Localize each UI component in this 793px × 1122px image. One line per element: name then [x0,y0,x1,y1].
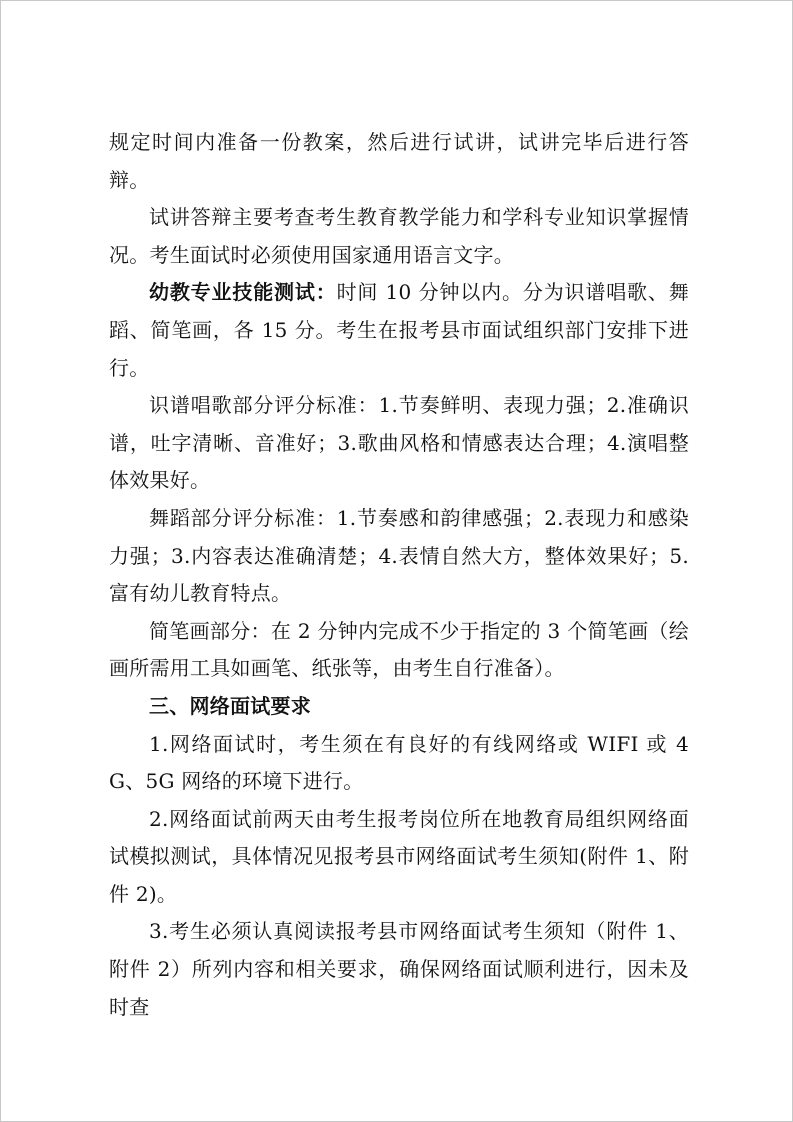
paragraph-4 [109,387,689,500]
paragraph-9 [109,801,689,914]
paragraph-text: 1.网络面试时，考生须在有良好的有线网络或 WIFI 或 4G、5G 网络的环境下进行。 [109,731,689,794]
paragraph-text: 2.网络面试前两天由考生报考岗位所在地教育局组织网络面试模拟测试，具体情况见报考县市网络面试考生须知(附件 1、附件 2)。 [109,806,689,906]
paragraph-10 [109,913,689,1026]
paragraph-text: 时间 10 分钟以内。分为识谱唱歌、舞蹈、简笔画，各 15 分。考生在报考县市面试组织部门安排下进行。 [109,280,689,380]
section-heading [109,688,689,726]
paragraph-text: 识谱唱歌部分评分标准：1.节奏鲜明、表现力强；2.准确识谱，吐字清晰、音准好；3.歌曲风格和情感表达合理；4.演唱整体效果好。 [109,393,689,493]
section-heading-text: 三、网络面试要求 [149,693,311,718]
paragraph-text: 舞蹈部分评分标准：1.节奏感和韵律感强；2.表现力和感染力强；3.内容表达准确清楚；4.表情自然大方，整体效果好；5.富有幼儿教育特点。 [109,505,689,606]
paragraph-text: 试讲答辩主要考查考生教育教学能力和学科专业知识掌握情况。考生面试时必须使用国家通用语言文字。 [109,205,689,267]
paragraph-2 [109,199,689,274]
paragraph-bold-lead: 幼教专业技能测试： [149,280,337,305]
paragraph-text: 3.考生必须认真阅读报考县市网络面试考生须知（附件 1、附件 2）所列内容和相关要求，确保网络面试顺利进行，因未及时查 [109,919,689,1019]
paragraph-3 [109,274,689,387]
paragraph-text: 简笔画部分：在 2 分钟内完成不少于指定的 3 个简笔画（绘画所需用工具如画笔、纸张等，由考生自行准备）。 [109,618,689,681]
paragraph-5 [109,500,689,613]
document-body [109,124,689,1026]
paragraph-8 [109,726,689,801]
paragraph-6 [109,613,689,688]
paragraph-text: 规定时间内准备一份教案，然后进行试讲，试讲完毕后进行答辩。 [109,130,689,192]
paragraph-1 [109,124,689,199]
